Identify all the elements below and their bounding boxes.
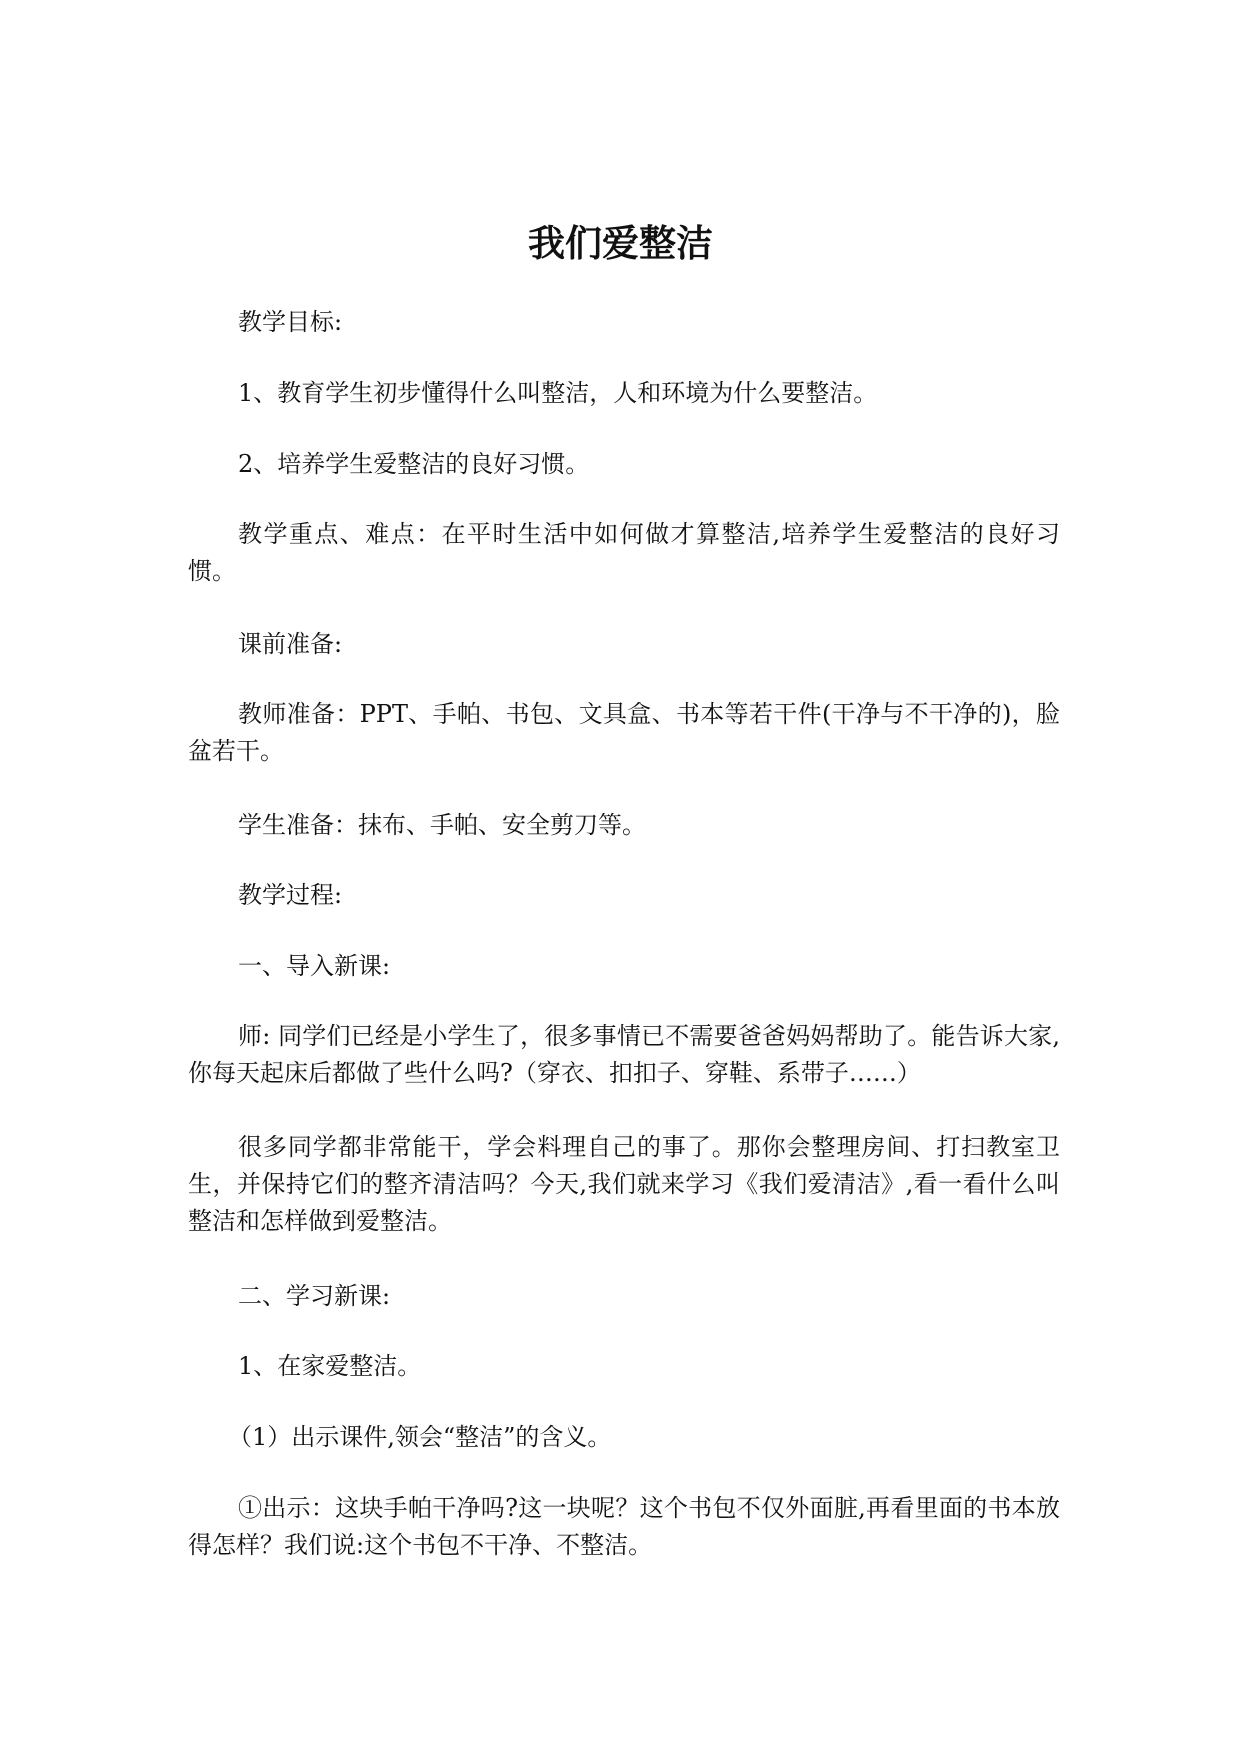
paragraph-key-points: 教学重点、难点：在平时生活中如何做才算整洁,培养学生爱整洁的良好习惯。	[188, 520, 1060, 585]
paragraph-process-heading: 教学过程:	[238, 881, 343, 909]
paragraph-item-1-detail: ①出示：这块手帕干净吗?这一块呢？这个书包不仅外面脏,再看里面的书本放得怎样？我们说:这个书包不干净、不整洁。	[188, 1494, 1060, 1559]
paragraph-preparation-heading: 课前准备:	[238, 630, 343, 658]
paragraph-objective-2: 2、培养学生爱整洁的良好习惯。	[238, 450, 590, 478]
paragraph-objective-1: 1、教育学生初步懂得什么叫整洁，人和环境为什么要整洁。	[238, 379, 878, 407]
document-title: 我们爱整洁	[528, 221, 713, 265]
paragraph-subsection-1: 1、在家爱整洁。	[238, 1352, 422, 1380]
paragraph-teacher-intro: 师: 同学们已经是小学生了，很多事情已不需要爸爸妈妈帮助了。能告诉大家,你每天起床后都做了些什么吗?（穿衣、扣扣子、穿鞋、系带子……）	[188, 1022, 1060, 1087]
paragraph-section-2-heading: 二、学习新课:	[238, 1282, 391, 1310]
paragraph-item-1: （1）出示课件,领会“整洁”的含义。	[228, 1423, 612, 1451]
paragraph-lesson-intro: 很多同学都非常能干，学会料理自己的事了。那你会整理房间、打扫教室卫生，并保持它们的整齐清洁吗？今天,我们就来学习《我们爱清洁》,看一看什么叫整洁和怎样做到爱整洁。	[188, 1133, 1060, 1235]
paragraph-student-preparation: 学生准备：抹布、手帕、安全剪刀等。	[238, 811, 646, 839]
paragraph-objectives-heading: 教学目标:	[238, 308, 343, 336]
paragraph-section-1-heading: 一、导入新课:	[238, 952, 391, 980]
paragraph-teacher-preparation: 教师准备：PPT、手帕、书包、文具盒、书本等若干件(干净与不干净的)，脸盆若干。	[188, 700, 1060, 765]
